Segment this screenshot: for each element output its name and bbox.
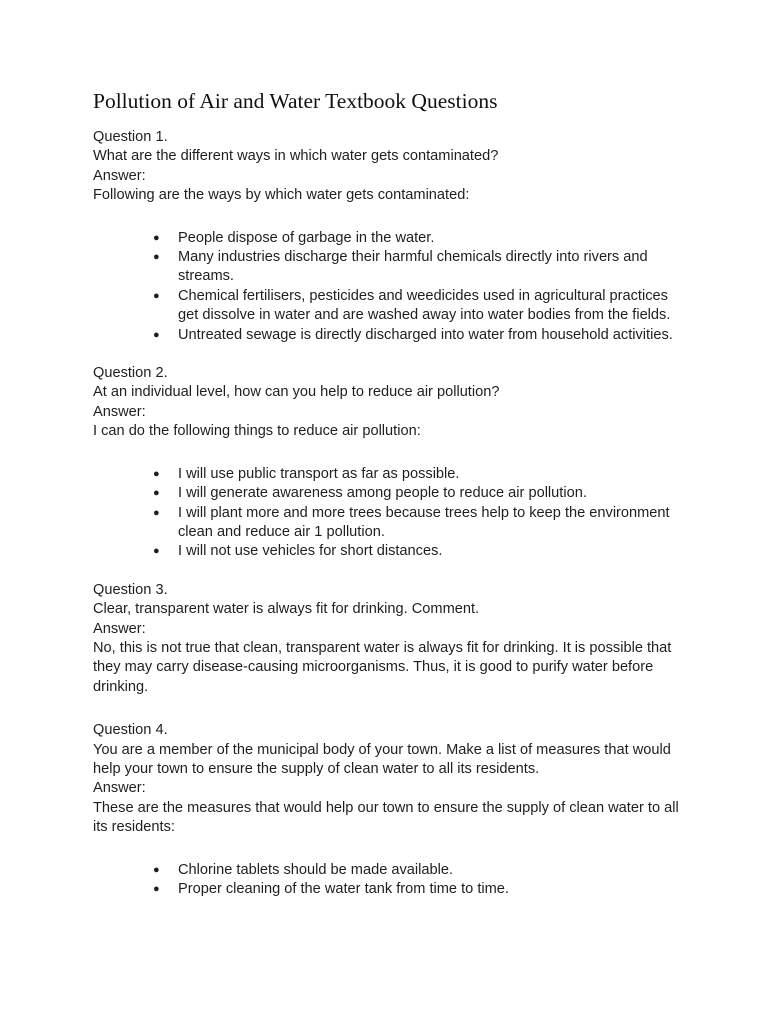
answer-intro: Following are the ways by which water gets contaminated: (93, 187, 470, 204)
bullet-icon: ● (153, 506, 160, 519)
question-label: Question 3. (93, 581, 168, 598)
list-item: ● Chemical fertilisers, pesticides and weedicides used in agricultural practices get dissolve in water and are washed away into water bodies from the fields. (153, 287, 671, 324)
list-item: ● Chlorine tablets should be made available. (93, 861, 683, 880)
answer-label: Answer: (93, 167, 146, 184)
bullet-icon: ● (153, 289, 160, 302)
list-item: ● I will plant more and more trees because trees help to keep the environment clean and reduce air 1 pollution. (153, 504, 670, 540)
question-text: You are a member of the municipal body of your town. Make a list of measures that would help your town to ensure the supply of clean water to all its residents. (93, 741, 671, 777)
answer-list (93, 861, 683, 900)
answer-intro: These are the measures that would help our town to ensure the supply of clean water to all its residents: (93, 799, 679, 836)
question-1-block (93, 128, 683, 364)
answer-intro: I can do the following things to reduce air pollution: (93, 423, 421, 440)
answer-list (93, 229, 683, 345)
bullet-icon: ● (153, 545, 160, 558)
answer-label: Answer: (93, 620, 146, 637)
question-2-block (93, 364, 683, 581)
list-item: ● Untreated sewage is directly discharged into water from household activities. (93, 326, 683, 345)
answer-list (93, 465, 683, 562)
list-item: ● Many industries discharge their harmful chemicals directly into rivers and streams. (153, 249, 648, 285)
bullet-icon: ● (153, 487, 160, 500)
bullet-icon: ● (153, 467, 160, 480)
answer-label: Answer: (93, 780, 146, 797)
question-3-block (93, 581, 683, 721)
document-page (93, 88, 683, 899)
question-label: Question 4. (93, 722, 168, 739)
bullet-icon: ● (153, 231, 160, 244)
list-item: ● I will generate awareness among people to reduce air pollution. (93, 484, 683, 503)
question-4-block (93, 721, 683, 899)
question-label: Question 2. (93, 365, 168, 382)
answer-label: Answer: (93, 403, 146, 420)
question-label: Question 1. (93, 129, 168, 145)
question-text: At an individual level, how can you help to reduce air pollution? (93, 384, 500, 401)
bullet-icon: ● (153, 883, 160, 895)
list-item: ● I will use public transport as far as possible. (93, 465, 683, 484)
list-item: ● Proper cleaning of the water tank from time to time. (93, 880, 683, 899)
bullet-icon: ● (153, 251, 160, 264)
page-title: Pollution of Air and Water Textbook Questions (93, 89, 498, 113)
list-item: ● People dispose of garbage in the water. (93, 229, 683, 248)
question-text: What are the different ways in which water gets contaminated? (93, 148, 499, 165)
bullet-icon: ● (153, 328, 160, 341)
bullet-icon: ● (153, 863, 160, 876)
answer-text: No, this is not true that clean, transparent water is always fit for drinking. It is possible that they may carry disease-causing microorganisms. Thus, it is good to purify water before drinking. (93, 639, 672, 695)
list-item: ● I will not use vehicles for short distances. (93, 542, 683, 561)
question-text: Clear, transparent water is always fit for drinking. Comment. (93, 601, 480, 618)
